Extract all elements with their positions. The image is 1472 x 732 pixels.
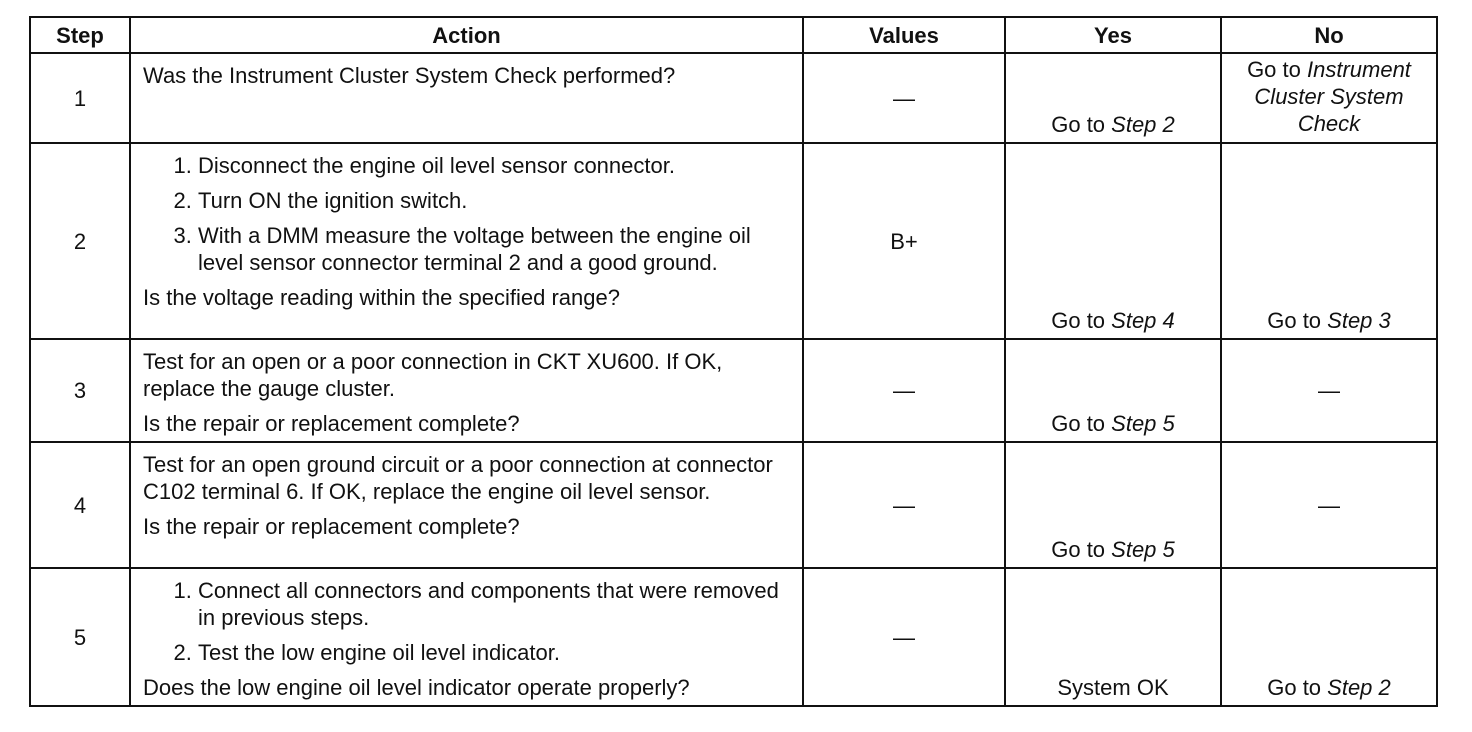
- yes-prefix: Go to: [1051, 537, 1112, 562]
- yes-link: Step 4: [1111, 308, 1175, 333]
- step-number: 3: [30, 339, 130, 442]
- yes-cell: [1005, 442, 1221, 568]
- no-link: Instrument Cluster System Check: [1254, 57, 1411, 136]
- step-number: 1: [30, 53, 130, 143]
- action-text: Test for an open or a poor connection in CKT XU600. If OK, replace the gauge cluster.: [143, 349, 723, 401]
- value-cell: —: [803, 339, 1005, 442]
- no-cell: —: [1221, 339, 1437, 442]
- no-prefix: Go to: [1267, 675, 1328, 700]
- no-cell: —: [1221, 442, 1437, 568]
- action-step: 2. Turn ON the ignition switch.: [198, 187, 794, 214]
- action-question: Is the repair or replacement complete?: [143, 411, 520, 436]
- action-cell: [130, 339, 803, 442]
- action-question: Is the voltage reading within the specified range?: [143, 285, 620, 310]
- diagnostic-table: [29, 16, 1438, 707]
- table-row: [30, 442, 1437, 568]
- table-row: [30, 53, 1437, 143]
- action-step: 2. Test the low engine oil level indicator.: [198, 639, 794, 666]
- no-prefix: Go to: [1247, 57, 1307, 82]
- no-cell: [1221, 143, 1437, 339]
- header-step: Step: [30, 17, 130, 53]
- action-steps-list: [143, 152, 794, 276]
- action-step: 1. Disconnect the engine oil level sensor connector.: [198, 152, 794, 179]
- value-cell: B+: [803, 143, 1005, 339]
- yes-link: Step 2: [1111, 112, 1175, 137]
- header-values: Values: [803, 17, 1005, 53]
- no-link: Step 2: [1327, 675, 1391, 700]
- action-text: Test for an open ground circuit or a poor connection at connector C102 terminal 6. If OK, replace the engine oil level sensor.: [143, 452, 773, 504]
- action-cell: [130, 53, 803, 143]
- action-cell: [130, 143, 803, 339]
- action-step: 1. Connect all connectors and components that were removed in previous steps.: [198, 577, 794, 631]
- action-question: Is the repair or replacement complete?: [143, 514, 520, 539]
- header-no: No: [1221, 17, 1437, 53]
- no-prefix: Go to: [1267, 308, 1328, 333]
- yes-link: Step 5: [1111, 537, 1175, 562]
- table-row: [30, 339, 1437, 442]
- no-link: Step 3: [1327, 308, 1391, 333]
- action-steps-list: [143, 577, 794, 666]
- step-number: 2: [30, 143, 130, 339]
- action-cell: [130, 442, 803, 568]
- value-cell: —: [803, 53, 1005, 143]
- no-cell: [1221, 53, 1437, 143]
- no-cell: [1221, 568, 1437, 706]
- step-number: 4: [30, 442, 130, 568]
- header-action: Action: [130, 17, 803, 53]
- action-question: Does the low engine oil level indicator operate properly?: [143, 675, 690, 700]
- yes-cell: [1005, 53, 1221, 143]
- yes-prefix: Go to: [1051, 411, 1112, 436]
- header-yes: Yes: [1005, 17, 1221, 53]
- yes-link: Step 5: [1111, 411, 1175, 436]
- yes-prefix: Go to: [1051, 112, 1112, 137]
- header-row: [30, 17, 1437, 53]
- table-row: [30, 143, 1437, 339]
- yes-prefix: Go to: [1051, 308, 1112, 333]
- table-row: [30, 568, 1437, 706]
- yes-cell: [1005, 143, 1221, 339]
- yes-cell: System OK: [1005, 568, 1221, 706]
- yes-cell: [1005, 339, 1221, 442]
- step-number: 5: [30, 568, 130, 706]
- action-step: 3. With a DMM measure the voltage between the engine oil level sensor connector terminal 2 and a good ground.: [198, 222, 794, 276]
- value-cell: —: [803, 568, 1005, 706]
- action-cell: [130, 568, 803, 706]
- action-text: Was the Instrument Cluster System Check performed?: [143, 63, 676, 88]
- value-cell: —: [803, 442, 1005, 568]
